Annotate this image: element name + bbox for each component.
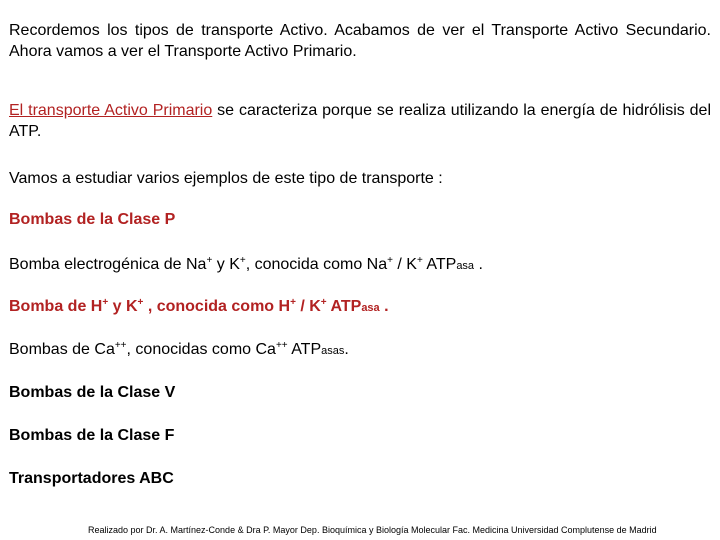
ca-sup-1: ++ xyxy=(114,340,127,351)
na-k-pump-line xyxy=(9,254,711,277)
h-k-sup-2: + xyxy=(137,297,144,308)
h-k-text-5: ATP xyxy=(326,298,362,315)
clase-f-heading: Bombas de la Clase F xyxy=(9,427,175,444)
definition-term: El transporte Activo Primario xyxy=(9,102,213,119)
h-k-text-3: , conocida como H xyxy=(143,298,291,315)
abc-heading: Transportadores ABC xyxy=(9,470,174,487)
na-k-text-1: Bomba electrogénica de Na xyxy=(9,256,207,273)
ca-text-1: Bombas de Ca xyxy=(9,341,115,358)
clase-v-heading: Bombas de la Clase V xyxy=(9,384,176,401)
h-k-text-6: . xyxy=(379,298,389,315)
ca-text-4: . xyxy=(344,341,349,358)
ca-text-2: , conocidas como Ca xyxy=(126,341,276,358)
na-k-text-2: y K xyxy=(212,256,240,273)
na-k-sup-1: + xyxy=(206,255,213,266)
na-k-sup-3: + xyxy=(387,255,393,266)
h-k-sup-3: + xyxy=(290,297,296,308)
ca-sup-2: ++ xyxy=(275,340,288,351)
clase-p-heading: Bombas de la Clase P xyxy=(9,211,176,228)
na-k-sup-2: + xyxy=(239,255,246,266)
examples-intro: Vamos a estudiar varios ejemplos de este tipo de transporte : xyxy=(9,170,443,187)
na-k-text-4: / K xyxy=(392,256,417,273)
h-k-sup-4: + xyxy=(320,297,327,308)
h-k-small: asa xyxy=(361,302,380,314)
ca-small: asas xyxy=(321,345,345,357)
ca-pump-line xyxy=(9,339,711,362)
intro-paragraph: Recordemos los tipos de transporte Activo. Acabamos de ver el Transporte Activo Secundario. Ahora vamos a ver el Transporte Activo Primario. xyxy=(9,22,711,60)
ca-text-3: ATP xyxy=(287,341,322,358)
na-k-text-6: . xyxy=(474,256,483,273)
definition-paragraph xyxy=(9,100,711,142)
h-k-text-2: y K xyxy=(108,298,138,315)
na-k-small: asa xyxy=(456,260,475,272)
h-k-pump-line xyxy=(9,296,711,319)
na-k-text-5: ATP xyxy=(422,256,457,273)
h-k-text-4: / K xyxy=(295,298,321,315)
footer-credits: Realizado por Dr. A. Martínez-Conde & Dra P. Mayor Dep. Bioquímica y Biología Molecular Fac. Medicina Universidad Complutense de Madrid xyxy=(88,525,657,535)
na-k-text-3: , conocida como Na xyxy=(245,256,388,273)
na-k-sup-4: + xyxy=(416,255,423,266)
h-k-sup-1: + xyxy=(102,297,109,308)
h-k-text-1: Bomba de H xyxy=(9,298,103,315)
definition-rest: se caracteriza porque se realiza utilizando la energía de hidrólisis del ATP. xyxy=(9,102,712,140)
